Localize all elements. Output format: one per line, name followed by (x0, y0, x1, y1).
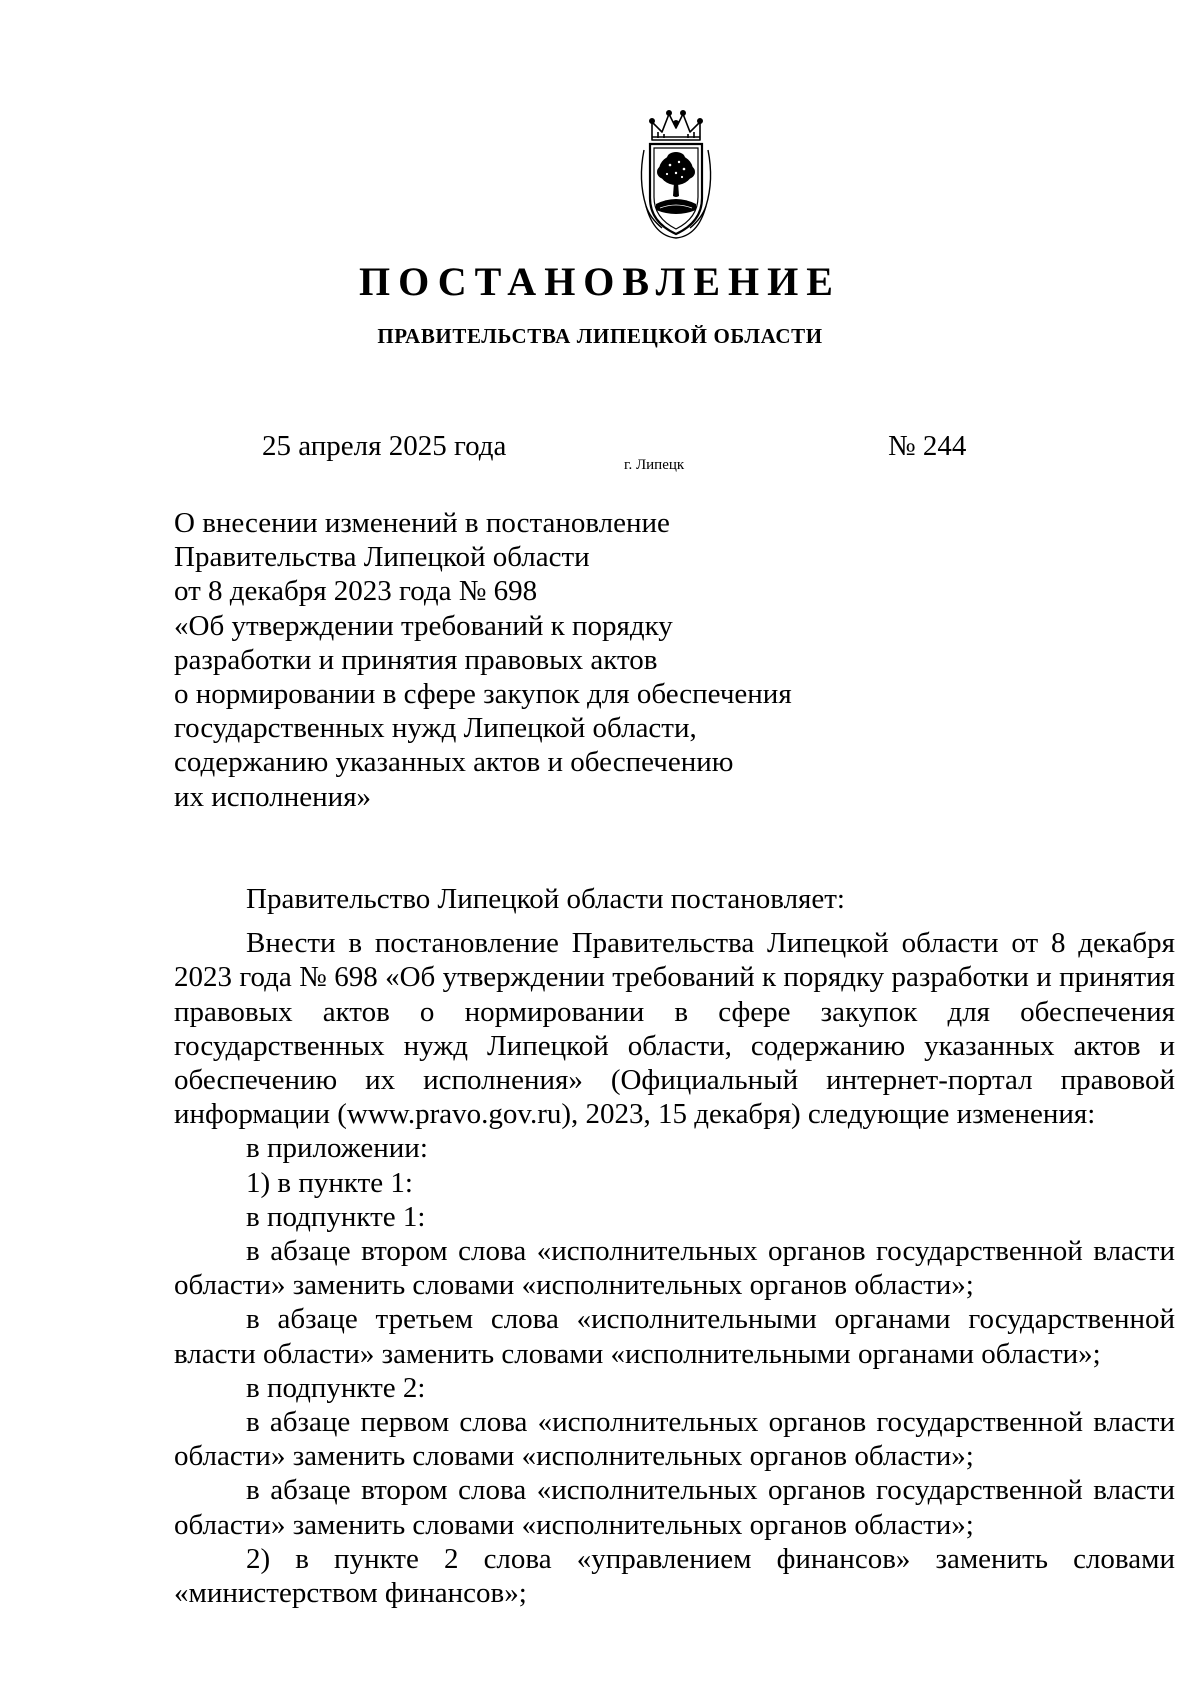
subject-line: разработки и принятия правовых актов (174, 643, 658, 676)
document-date: 25 апреля 2025 года (262, 430, 507, 462)
body-paragraph: в подпункте 1: (246, 1200, 426, 1233)
document-number: № 244 (888, 430, 967, 462)
body-paragraph: в приложении: (246, 1132, 428, 1165)
issuing-authority: ПРАВИТЕЛЬСТВА ЛИПЕЦКОЙ ОБЛАСТИ (377, 324, 823, 348)
body-paragraph: 2) в пункте 2 слова «управлением финансов» заменить словами «министерством финансов»; (174, 1542, 1175, 1610)
document-subject (174, 506, 814, 814)
subject-line: их исполнения» (174, 780, 372, 813)
subject-line: о нормировании в сфере закупок для обеспечения (174, 678, 792, 711)
coat-of-arms-icon (632, 110, 720, 240)
document-title: ПОСТАНОВЛЕНИЕ (359, 259, 841, 304)
subject-line: от 8 декабря 2023 года № 698 (174, 575, 538, 608)
subject-line: «Об утверждении требований к порядку (174, 609, 673, 642)
subject-line: содержанию указанных актов и обеспечению (174, 746, 734, 779)
body-paragraph: в подпункте 2: (246, 1371, 426, 1404)
body-paragraph: в абзаце третьем слова «исполнительными органами государственной власти области» заменить словами «исполнительными органами области»; (174, 1303, 1175, 1370)
preamble: Правительство Липецкой области постановляет: (246, 883, 845, 915)
subject-line: государственных нужд Липецкой области, (174, 712, 697, 745)
body-paragraph: в абзаце первом слова «исполнительных органов государственной власти области» заменить словами «исполнительных органов области»; (174, 1406, 1175, 1473)
document-city: г. Липецк (624, 457, 685, 473)
body-paragraph: 1) в пункте 1: (246, 1166, 413, 1199)
body-paragraph: в абзаце втором слова «исполнительных органов государственной власти области» заменить словами «исполнительных органов области»; (174, 1474, 1175, 1541)
subject-line: Правительства Липецкой области (174, 541, 590, 574)
subject-line: О внесении изменений в постановление (174, 507, 670, 539)
document-body (174, 882, 1175, 1610)
body-paragraph: в абзаце втором слова «исполнительных органов государственной власти области» заменить словами «исполнительных органов области»; (174, 1235, 1175, 1302)
body-paragraph: Внести в постановление Правительства Липецкой области от 8 декабря 2023 года № 698 «Об утверждении требований к порядку разработки и принятия правовых актов о нормировании в сфере закупок для обеспечения государственных нужд Липецкой области, содержанию указанных актов и обеспечению их исполнения» (Официальный интернет-портал правовой информации (www.pravo.gov.ru), 2023, 15 декабря) следующие изменения: (174, 927, 1175, 1131)
